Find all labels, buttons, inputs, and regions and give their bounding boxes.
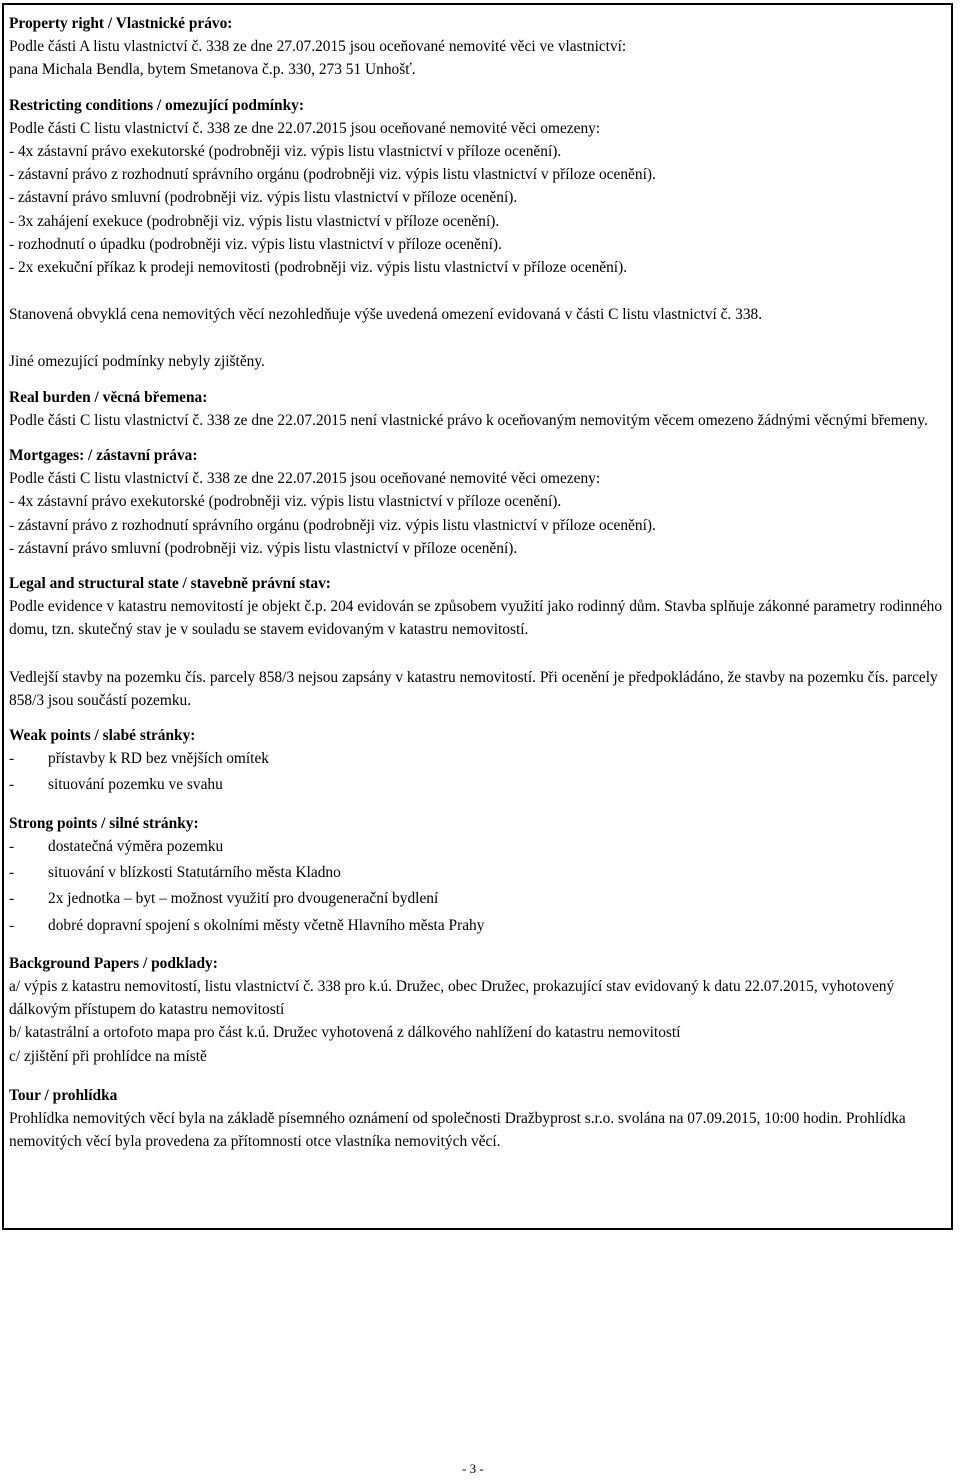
list-item [9,835,949,858]
weak-heading: Weak points / slabé stránky: [9,727,196,745]
mortgages-heading: Mortgages: / zástavní práva: [9,447,198,465]
restricting-line: - zástavní právo z rozhodnutí správního orgánu (podrobněji viz. výpis listu vlastnictví v příloze ocenění). [9,166,656,184]
mortgages-line: Podle části C listu vlastnictví č. 338 ze dne 22.07.2015 jsou oceňované nemovité věci omezeny: [9,470,601,488]
strong-section [9,812,949,937]
legal-text: Podle evidence v katastru nemovitostí je objekt č.p. 204 evidován se způsobem využití jako rodinný dům. Stavba splňuje zákonné parametry rodinného domu, tzn. skutečný stav je v souladu se stavem evidovaným v katastru nemovitostí. [9,598,943,639]
list-item [9,861,949,884]
restricting-line: - rozhodnutí o úpadku (podrobněji viz. výpis listu vlastnictví v příloze ocenění). [9,235,502,253]
dash-icon: - [9,750,15,768]
property-section [9,12,949,82]
restricting-note: Stanovená obvyklá cena nemovitých věcí nezohledňuje výše uvedená omezení evidovaná v části C listu vlastnictví č. 338. [9,306,763,324]
restricting-line: - 2x exekuční příkaz k prodeji nemovitosti (podrobněji viz. výpis listu vlastnictví v příloze ocenění). [9,259,628,277]
weak-section [9,724,949,797]
legal-text: Vedlejší stavby na pozemku čís. parcely 858/3 nejsou zapsány v katastru nemovitostí. Při ocenění je předpokládáno, že stavby na pozemku čís. parcely 858/3 jsou součástí pozemku. [9,668,938,709]
property-line: pana Michala Bendla, bytem Smetanova č.p. 330, 273 51 Unhošť. [9,61,416,79]
legal-section [9,572,949,712]
list-item [9,887,949,910]
mortgages-line: - zástavní právo smluvní (podrobněji viz. výpis listu vlastnictví v příloze ocenění). [9,539,518,557]
weak-item: situování pozemku ve svahu [48,776,223,794]
dash-icon: - [9,837,15,855]
list-item [9,773,949,796]
dash-icon: - [9,890,15,908]
dash-icon: - [9,776,15,794]
restricting-line: - 4x zástavní právo exekutorské (podrobněji viz. výpis listu vlastnictví v příloze ocenění). [9,143,562,161]
legal-heading: Legal and structural state / stavebně právní stav: [9,575,331,593]
restricting-line: Podle části C listu vlastnictví č. 338 ze dne 22.07.2015 jsou oceňované nemovité věci omezeny: [9,119,601,137]
background-line: c/ zjištění při prohlídce na místě [9,1047,207,1065]
restricting-note: Jiné omezující podmínky nebyly zjištěny. [9,353,265,371]
list-item [9,747,949,770]
burden-text: Podle části C listu vlastnictví č. 338 ze dne 22.07.2015 není vlastnické právo k oceňovaným nemovitým věcem omezeno žádnými věcnými břemeny. [9,411,928,429]
strong-heading: Strong points / silné stránky: [9,814,199,832]
background-section [9,952,949,1068]
page-number: - 3 - [462,1461,484,1476]
restricting-section [9,94,949,374]
strong-item: dobré dopravní spojení s okolními městy včetně Hlavního města Prahy [48,916,485,934]
document-body [9,12,949,1153]
strong-item: 2x jednotka – byt – možnost využití pro dvougenerační bydlení [48,890,439,908]
list-item [9,914,949,937]
background-line: b/ katastrální a ortofoto mapa pro část k.ú. Družec vyhotovená z dálkového nahlížení do katastru nemovitostí [9,1024,681,1042]
tour-section [9,1084,949,1154]
restricting-heading: Restricting conditions / omezující podmínky: [9,96,304,114]
tour-heading: Tour / prohlídka [9,1086,118,1104]
strong-item: situování v blízkosti Statutárního města Kladno [48,864,341,882]
burden-section [9,386,949,432]
dash-icon: - [9,916,15,934]
dash-icon: - [9,864,15,882]
weak-item: přístavby k RD bez vnějších omítek [48,750,269,768]
property-line: Podle části A listu vlastnictví č. 338 ze dne 27.07.2015 jsou oceňované nemovité věci ve vlastnictví: [9,38,627,56]
background-line: a/ výpis z katastru nemovitostí, listu vlastnictví č. 338 pro k.ú. Družec, obec Družec, prokazující stav evidovaný k datu 22.07.2015, vyhotovený dálkovým přístupem do katastru nemovitostí [9,977,895,1019]
property-heading: Property right / Vlastnické právo: [9,15,233,32]
background-heading: Background Papers / podklady: [9,954,218,972]
mortgages-line: - zástavní právo z rozhodnutí správního orgánu (podrobněji viz. výpis listu vlastnictví v příloze ocenění). [9,516,656,534]
strong-item: dostatečná výměra pozemku [48,837,224,855]
burden-heading: Real burden / věcná břemena: [9,388,208,406]
restricting-line: - 3x zahájení exekuce (podrobněji viz. výpis listu vlastnictví v příloze ocenění). [9,212,500,230]
restricting-line: - zástavní právo smluvní (podrobněji viz. výpis listu vlastnictví v příloze ocenění). [9,189,518,207]
tour-text: Prohlídka nemovitých věcí byla na základě písemného oznámení od společnosti Dražbyprost s.r.o. svolána na 07.09.2015, 10:00 hodin. Prohlídka nemovitých věcí byla provedena za přítomnosti otce vlastníka nemovitých věcí. [9,1109,906,1151]
mortgages-section [9,444,949,560]
mortgages-line: - 4x zástavní právo exekutorské (podrobněji viz. výpis listu vlastnictví v příloze ocenění). [9,493,562,511]
